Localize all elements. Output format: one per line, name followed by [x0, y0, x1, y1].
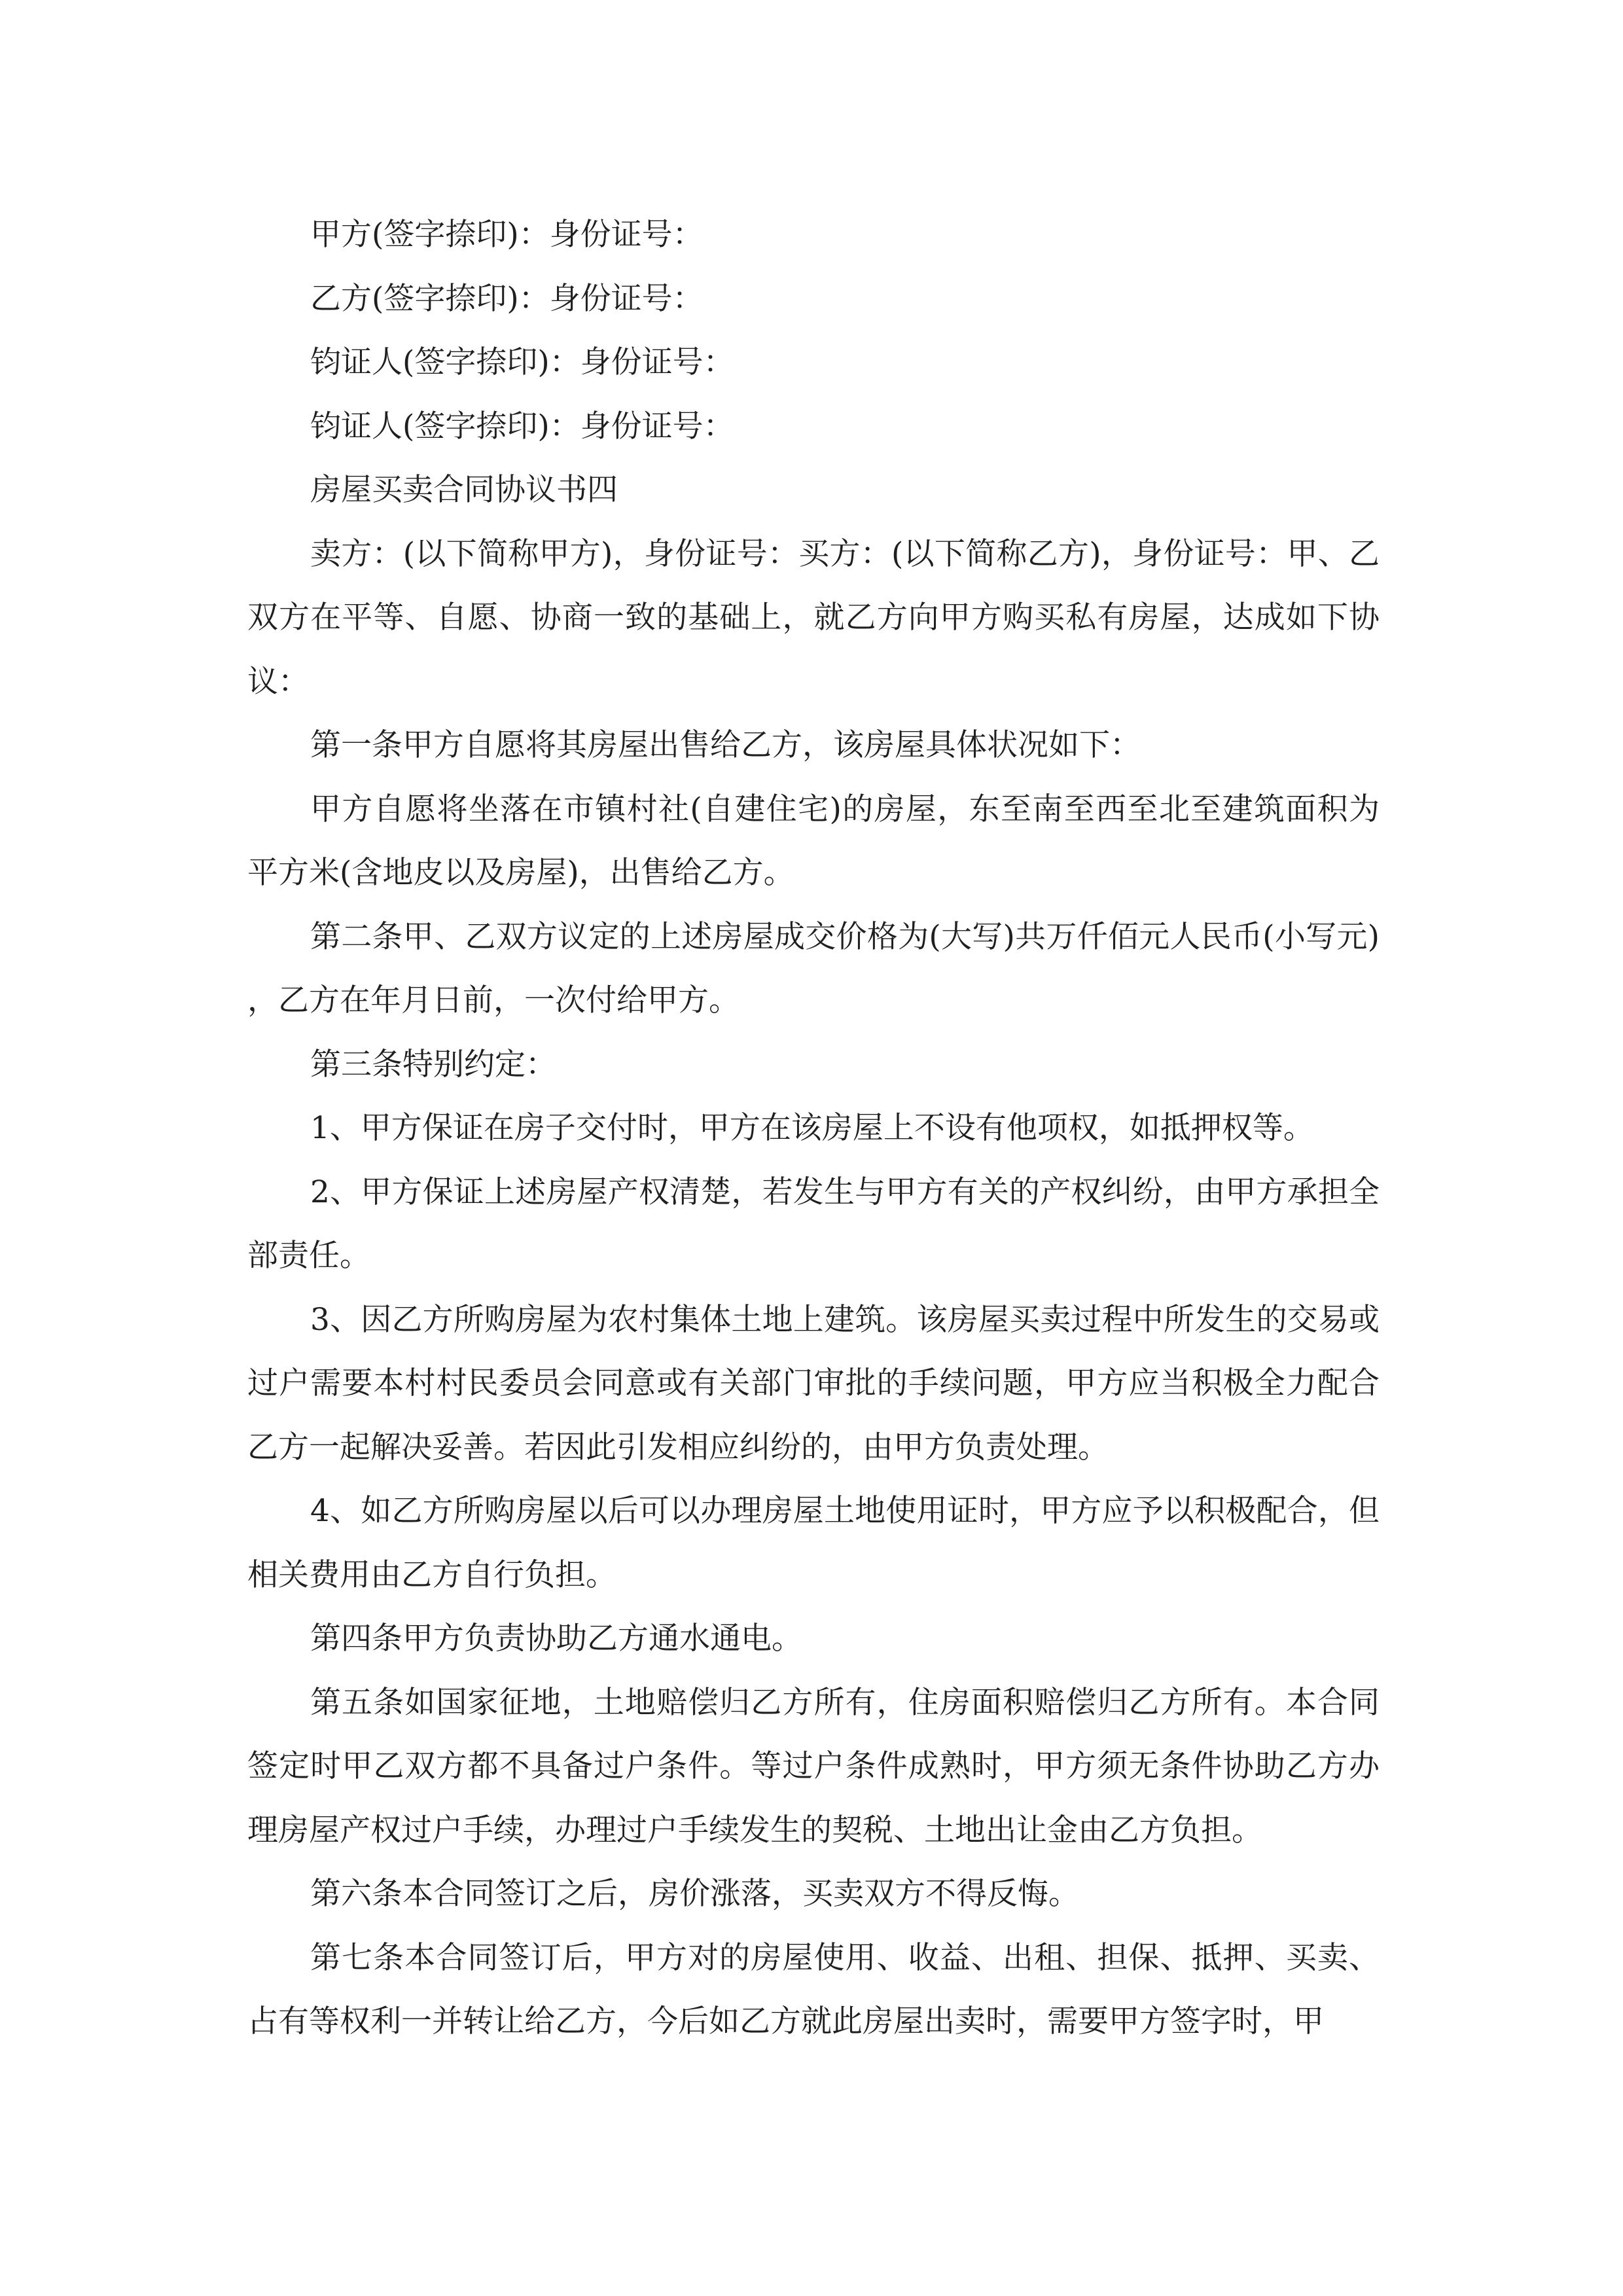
contract-title: 房屋买卖合同协议书四 — [310, 472, 618, 508]
article-7-paragraph: 第七条本合同签订后，甲方对的房屋使用、收益、出租、担保、抵押、买卖、占有等权利一并转让给乙方，今后如乙方就此房屋出卖时，需要甲方签字时，甲 — [247, 1939, 1380, 2039]
article-6-paragraph: 第六条本合同签订之后，房价涨落，买卖双方不得反悔。 — [310, 1876, 1079, 1912]
article-5-paragraph: 第五条如国家征地，土地赔偿归乙方所有，住房面积赔偿归乙方所有。本合同签定时甲乙双方都不具备过户条件。等过户条件成熟时，甲方须无条件协助乙方办理房屋产权过户手续，办理过户手续发生的契税、土地出让金由乙方负担。 — [247, 1684, 1380, 1848]
signature-line-party-b: 乙方(签字捺印)：身份证号： — [310, 280, 704, 317]
article-2-paragraph: 第二条甲、乙双方议定的上述房屋成交价格为(大写)共万仟佰元人民币(小写元)，乙方在年月日前，一次付给甲方。 — [247, 918, 1380, 1018]
property-description-paragraph: 甲方自愿将坐落在市镇村社(自建住宅)的房屋，东至南至西至北至建筑面积为平方米(含地皮以及房屋)，出售给乙方。 — [247, 791, 1380, 891]
contract-text — [247, 203, 1380, 2054]
article-1-heading: 第一条甲方自愿将其房屋出售给乙方，该房屋具体状况如下： — [310, 727, 1141, 763]
article-3-heading: 第三条特别约定： — [310, 1046, 556, 1083]
signature-line-witness-1: 钧证人(签字捺印)：身份证号： — [310, 344, 734, 380]
article-4-paragraph: 第四条甲方负责协助乙方通水通电。 — [310, 1621, 802, 1657]
signature-line-party-a: 甲方(签字捺印)：身份证号： — [310, 217, 704, 253]
clause-3-paragraph: 3、因乙方所购房屋为农村集体土地上建筑。该房屋买卖过程中所发生的交易或过户需要本村村民委员会同意或有关部门审批的手续问题，甲方应当积极全力配合乙方一起解决妥善。若因此引发相应纠纷的，由甲方负责处理。 — [247, 1301, 1380, 1465]
parties-intro-paragraph: 卖方：(以下简称甲方)，身份证号：买方：(以下简称乙方)，身份证号：甲、乙双方在平等、自愿、协商一致的基础上，就乙方向甲方购买私有房屋，达成如下协议： — [247, 535, 1380, 700]
clause-2-paragraph: 2、甲方保证上述房屋产权清楚，若发生与甲方有关的产权纠纷，由甲方承担全部责任。 — [247, 1174, 1380, 1274]
clause-4-paragraph: 4、如乙方所购房屋以后可以办理房屋土地使用证时，甲方应予以积极配合，但相关费用由乙方自行负担。 — [247, 1493, 1380, 1593]
clause-1-paragraph: 1、甲方保证在房子交付时，甲方在该房屋上不设有他项权，如抵押权等。 — [310, 1110, 1314, 1146]
signature-line-witness-2: 钧证人(签字捺印)：身份证号： — [310, 408, 734, 444]
